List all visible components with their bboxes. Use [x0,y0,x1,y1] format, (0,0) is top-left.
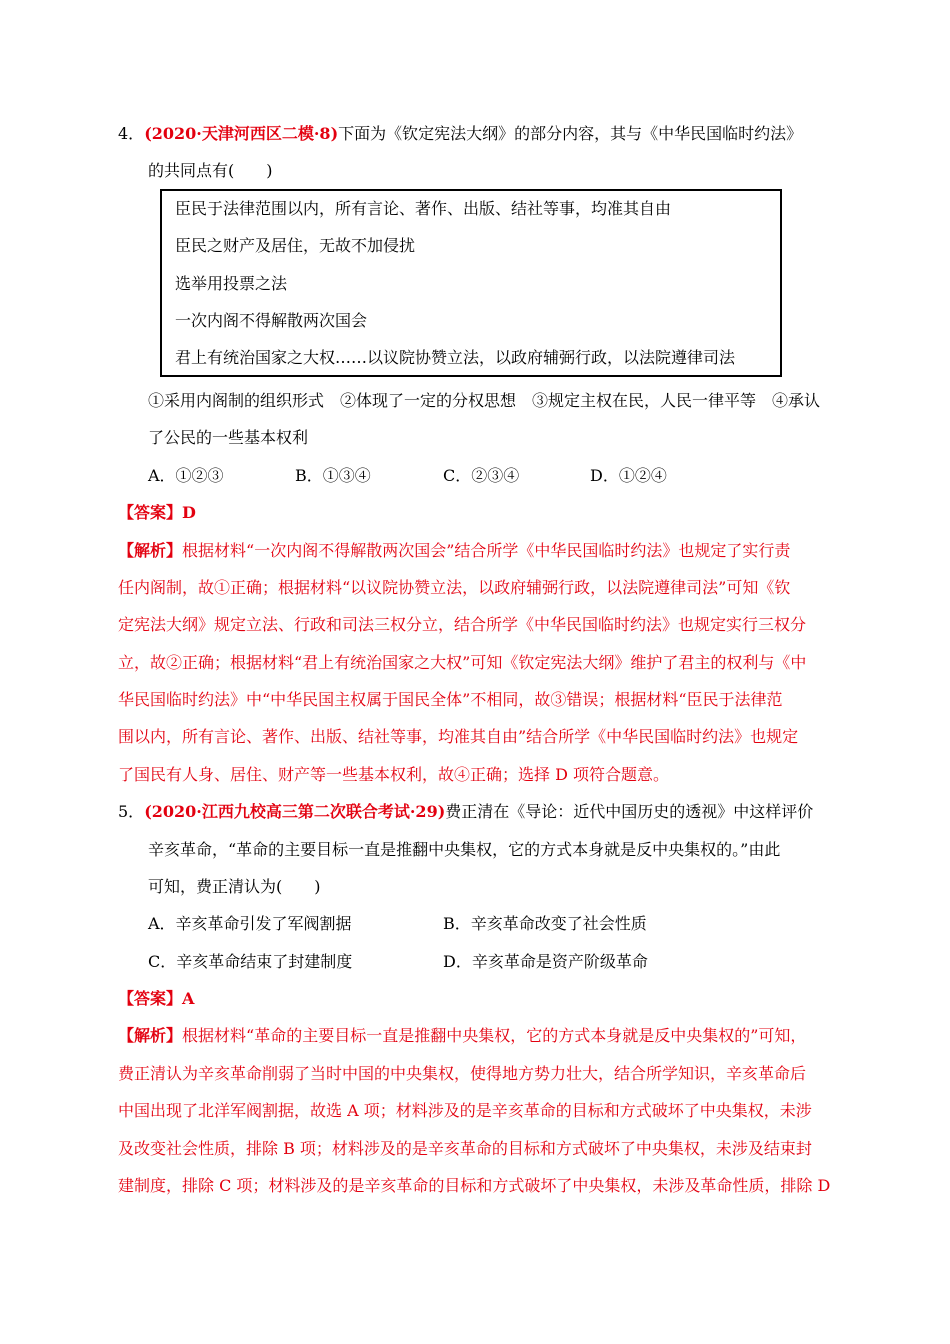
question-4-number: 4． [118,124,145,143]
question-5-stem-cont-2: 可知，费正清认为( ) [148,877,321,896]
analysis-5-line-3: 中国出现了北洋军阀割据，故选 A 项；材料涉及的是辛亥革命的目标和方式破坏了中央集权，未涉 [118,1101,812,1120]
analysis-5-line-2: 费正清认为辛亥革命削弱了当时中国的中央集权，使得地方势力壮大，结合所学知识，辛亥革命后 [118,1064,807,1083]
analysis-text: 根据材料“革命的主要目标一直是推翻中央集权，它的方式本身就是反中央集权的”可知， [182,1026,807,1045]
statements-line-1: ①采用内阁制的组织形式 ②体现了一定的分权思想 ③规定主权在民，人民一律平等 ④承认 [148,391,821,410]
question-4-line-1 [118,124,802,144]
analysis-5-line-1 [118,1026,806,1046]
material-line-3: 选举用投票之法 [175,274,288,293]
option-d: D．辛亥革命是资产阶级革命 [443,952,648,971]
analysis-label: 【解析】 [118,541,183,560]
option-a: A．①②③ [148,466,224,485]
analysis-label: 【解析】 [118,1026,183,1045]
option-c: C．②③④ [443,466,520,485]
option-b: B．①③④ [295,466,371,485]
material-line-2: 臣民之财产及居住，无故不加侵扰 [175,236,416,255]
option-b: B．辛亥革命改变了社会性质 [443,914,647,933]
material-line-1: 臣民于法律范围以内，所有言论、著作、出版、结社等事，均准其自由 [175,199,672,218]
analysis-4-line-2: 任内阁制，故①正确；根据材料“以议院协赞立法，以政府辅弼行政，以法院遵律司法”可知《钦 [118,578,791,597]
question-5-stem-cont-1: 辛亥革命，“革命的主要目标一直是推翻中央集权，它的方式本身就是反中央集权的。”由此 [148,840,781,859]
option-d: D．①②④ [590,466,667,485]
question-4-source: (2020·天津河西区二模·8) [144,124,339,143]
analysis-5-line-5: 建制度，排除 C 项；材料涉及的是辛亥革命的目标和方式破坏了中央集权，未涉及革命性质，排除 D [118,1176,831,1195]
option-a: A．辛亥革命引发了军阀割据 [148,914,352,933]
analysis-4-line-3: 定宪法大纲》规定立法、行政和司法三权分立，结合所学《中华民国临时约法》也规定实行三权分 [118,615,807,634]
answer-4: 【答案】D [118,503,196,522]
question-5-line-1 [118,802,813,822]
analysis-4-line-4: 立，故②正确；根据材料“君上有统治国家之大权”可知《钦定宪法大纲》维护了君主的权利与《中 [118,653,807,672]
material-line-4: 一次内阁不得解散两次国会 [175,311,368,330]
material-line-5: 君上有统治国家之大权……以议院协赞立法，以政府辅弼行政，以法院遵律司法 [175,348,736,367]
question-5-number: 5． [118,802,145,821]
analysis-text: 根据材料“一次内阁不得解散两次国会”结合所学《中华民国临时约法》也规定了实行责 [182,541,791,560]
analysis-4-line-1 [118,541,790,561]
statements-line-2: 了公民的一些基本权利 [148,428,309,447]
analysis-4-line-6: 围以内，所有言论、著作、出版、结社等事，均准其自由”结合所学《中华民国临时约法》也规定 [118,727,799,746]
analysis-4-line-7: 了国民有人身、居住、财产等一些基本权利，故④正确；选择 D 项符合题意。 [118,765,670,784]
analysis-5-line-4: 及改变社会性质，排除 B 项；材料涉及的是辛亥革命的目标和方式破坏了中央集权，未涉及结束封 [118,1139,812,1158]
analysis-4-line-5: 华民国临时约法》中“中华民国主权属于国民全体”不相同，故③错误；根据材料“臣民于法律范 [118,690,783,709]
answer-5: 【答案】A [118,989,195,1008]
question-5-source: (2020·江西九校高三第二次联合考试·29) [144,802,446,821]
option-c: C．辛亥革命结束了封建制度 [148,952,353,971]
question-4-stem-cont: 的共同点有( ) [148,161,273,180]
question-5-stem: 费正清在《导论：近代中国历史的透视》中这样评价 [445,802,814,821]
question-4-stem: 下面为《钦定宪法大纲》的部分内容，其与《中华民国临时约法》 [338,124,803,143]
